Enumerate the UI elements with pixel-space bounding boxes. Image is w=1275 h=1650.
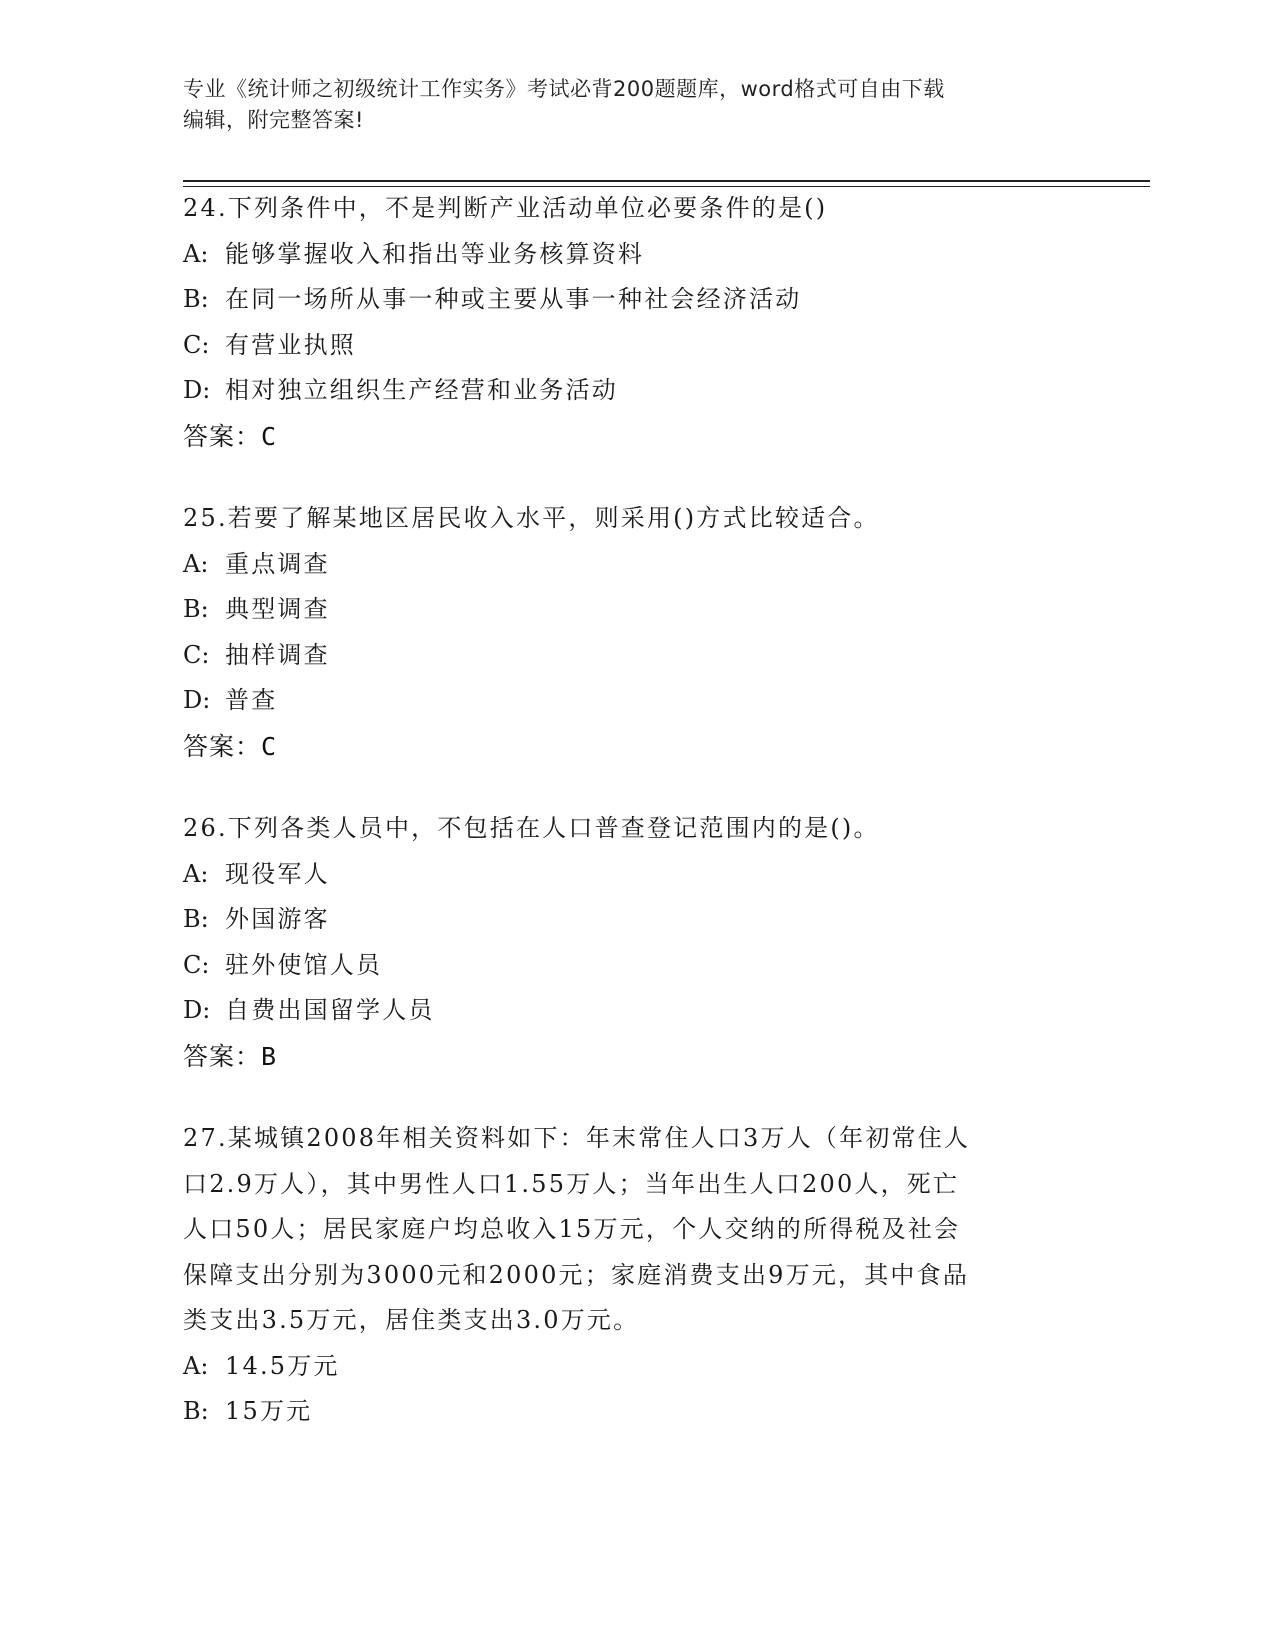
option-text: 14.5万元: [225, 1351, 340, 1380]
option-text: 驻外使馆人员: [225, 950, 383, 979]
question-27: [183, 1116, 1073, 1435]
question-stem-line: 27.某城镇2008年相关资料如下：年末常住人口3万人（年初常住人: [183, 1124, 971, 1152]
option-text: 抽样调查: [225, 640, 330, 669]
option-a: [183, 232, 1073, 278]
answer-value: B: [261, 1041, 278, 1071]
option-letter: C:: [183, 640, 210, 669]
question-list: [183, 186, 1073, 1472]
question-stem-line: 类支出3.5万元，居住类支出3.0万元。: [183, 1306, 640, 1334]
header-divider-thick: [183, 180, 1150, 182]
option-text: 在同一场所从事一种或主要从事一种社会经济活动: [225, 285, 802, 313]
answer-label: 答案：: [183, 421, 262, 451]
option-b: [183, 897, 1073, 943]
option-letter: D:: [183, 996, 211, 1024]
question-26: [183, 806, 1073, 1079]
option-letter: B:: [183, 1397, 209, 1425]
option-letter: A:: [183, 1351, 209, 1380]
option-d: [183, 988, 1073, 1034]
header-line-2: 编辑，附完整答案!: [183, 108, 364, 132]
option-a: [183, 542, 1073, 588]
question-stem-line: 口2.9万人），其中男性人口1.55万人；当年出生人口200人，死亡: [183, 1169, 960, 1198]
answer-line: [183, 724, 1073, 770]
question-24: [183, 186, 1073, 459]
option-letter: B:: [183, 905, 209, 933]
option-b: [183, 277, 1073, 323]
option-a: [183, 1344, 1073, 1390]
option-letter: A:: [183, 859, 209, 888]
option-c: [183, 633, 1073, 679]
option-b: [183, 1389, 1073, 1435]
header-line-1: 专业《统计师之初级统计工作实务》考试必背200题题库，word格式可自由下载: [183, 77, 945, 101]
option-letter: C:: [183, 330, 210, 359]
option-letter: A:: [183, 239, 209, 268]
option-letter: B:: [183, 595, 209, 623]
option-letter: B:: [183, 285, 209, 313]
option-letter: C:: [183, 950, 210, 979]
option-letter: A:: [183, 549, 209, 578]
question-stem: 25.若要了解某地区居民收入水平，则采用()方式比较适合。: [183, 504, 880, 532]
option-a: [183, 852, 1073, 898]
option-d: [183, 678, 1073, 724]
option-letter: D:: [183, 376, 211, 404]
option-c: [183, 943, 1073, 989]
question-stem: 24.下列条件中，不是判断产业活动单位必要条件的是(): [183, 194, 828, 222]
question-25: [183, 496, 1073, 769]
answer-line: [183, 414, 1073, 460]
option-b: [183, 587, 1073, 633]
option-c: [183, 323, 1073, 369]
answer-value: C: [261, 421, 278, 451]
option-text: 外国游客: [225, 905, 330, 933]
option-text: 自费出国留学人员: [225, 996, 435, 1024]
option-d: [183, 368, 1073, 414]
question-stem: 26.下列各类人员中，不包括在人口普查登记范围内的是()。: [183, 814, 880, 842]
option-text: 重点调查: [225, 549, 330, 578]
answer-label: 答案：: [183, 1041, 262, 1071]
option-text: 能够掌握收入和指出等业务核算资料: [225, 239, 645, 268]
answer-line: [183, 1034, 1073, 1080]
option-text: 典型调查: [225, 595, 330, 623]
option-letter: D:: [183, 686, 211, 714]
option-text: 有营业执照: [225, 330, 356, 359]
option-text: 相对独立组织生产经营和业务活动: [225, 376, 618, 404]
option-text: 现役军人: [225, 859, 330, 888]
question-stem-line: 人口50人；居民家庭户均总收入15万元，个人交纳的所得税及社会: [183, 1215, 961, 1243]
question-stem-line: 保障支出分别为3000元和2000元；家庭消费支出9万元，其中食品: [183, 1260, 970, 1289]
answer-label: 答案：: [183, 731, 262, 761]
document-header: [183, 74, 1063, 136]
option-text: 15万元: [225, 1397, 313, 1425]
option-text: 普查: [225, 686, 278, 714]
answer-value: C: [261, 731, 278, 761]
